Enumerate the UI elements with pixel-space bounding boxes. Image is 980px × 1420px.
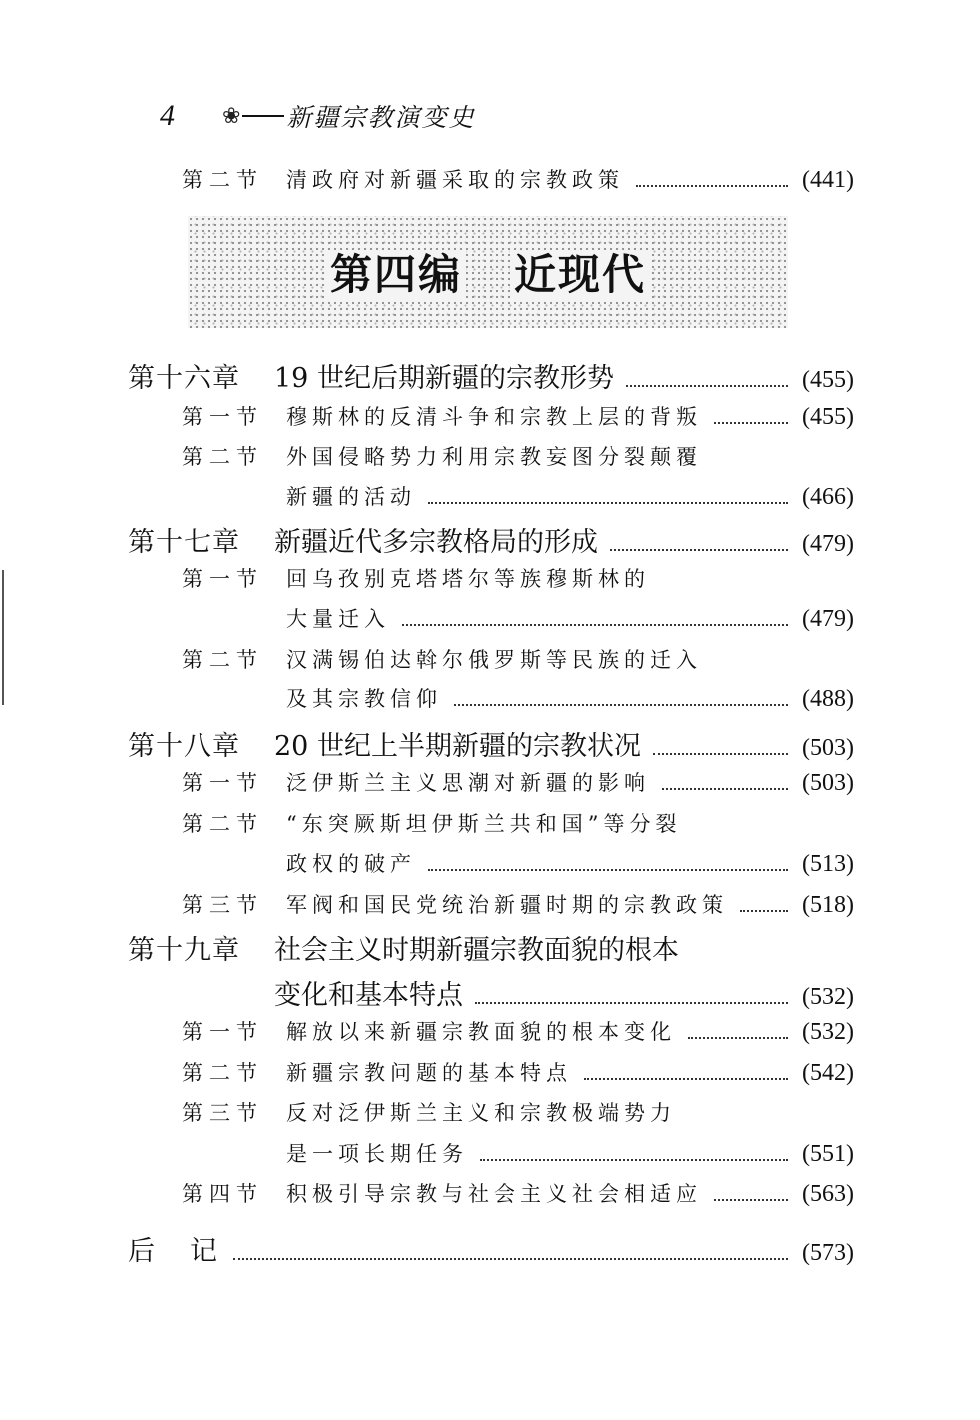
dot-leader	[428, 869, 788, 871]
page-ref: (573)	[802, 1240, 854, 1266]
section-title: 清政府对新疆采取的宗教政策	[286, 168, 624, 192]
dot-leader	[740, 910, 788, 912]
section-title-continued: 大量迁入	[286, 607, 390, 631]
section-title: 新疆宗教问题的基本特点	[286, 1061, 572, 1085]
dot-leader	[480, 1159, 788, 1161]
chapter-label: 第十七章	[128, 527, 240, 558]
toc-section-continuation	[286, 1138, 854, 1168]
part-label: 第四编	[326, 250, 466, 299]
dot-leader	[233, 1258, 788, 1260]
toc-section-continuation	[286, 848, 854, 878]
toc-section-row	[182, 1016, 854, 1046]
chapter-title: 新疆近代多宗教格局的形成	[274, 527, 598, 558]
page-ref: (479)	[802, 606, 854, 632]
page-ref: (532)	[802, 984, 854, 1010]
dot-leader	[653, 753, 788, 755]
book-title: 新疆宗教演变史	[286, 103, 476, 132]
toc-section-row	[182, 644, 854, 674]
toc-chapter-row	[128, 724, 854, 763]
toc-section-row	[182, 767, 854, 797]
page-ref: (455)	[802, 367, 854, 393]
toc-section-continuation	[286, 683, 854, 713]
page-ref: (441)	[802, 167, 854, 193]
section-title: 解放以来新疆宗教面貌的根本变化	[286, 1020, 676, 1044]
toc-chapter-row	[128, 928, 854, 967]
toc-chapter-row	[128, 520, 854, 559]
header-rule	[242, 115, 284, 117]
chapter-title: 19 世纪后期新疆的宗教形势	[274, 363, 614, 394]
page-ref: (479)	[802, 531, 854, 557]
section-label: 第三节	[182, 893, 263, 917]
section-label: 第二节	[182, 1061, 263, 1085]
dot-leader	[626, 385, 788, 387]
chapter-title: 20 世纪上半期新疆的宗教状况	[274, 731, 641, 762]
toc-section-row	[182, 1178, 854, 1208]
dot-leader	[584, 1078, 788, 1080]
dot-leader	[662, 788, 788, 790]
section-title: 回乌孜别克塔塔尔等族穆斯林的	[286, 567, 650, 591]
toc-section-continuation	[286, 481, 854, 511]
toc-chapter-continuation	[274, 973, 854, 1012]
page-ref: (503)	[802, 735, 854, 761]
page-ref: (513)	[802, 851, 854, 877]
dot-leader	[402, 624, 788, 626]
toc-chapter-row	[128, 356, 854, 395]
page-ref: (532)	[802, 1019, 854, 1045]
section-label: 第三节	[182, 1101, 263, 1125]
toc-section-row	[182, 1057, 854, 1087]
section-title-continued: 政权的破产	[286, 852, 416, 876]
chapter-label: 第十八章	[128, 731, 240, 762]
section-label: 第二节	[182, 812, 263, 836]
section-title: 汉满锡伯达斡尔俄罗斯等民族的迁入	[286, 648, 702, 672]
afterword-label: 后 记	[128, 1236, 221, 1267]
toc-section-row	[182, 563, 854, 593]
chapter-label: 第十九章	[128, 935, 240, 966]
section-title-continued: 新疆的活动	[286, 485, 416, 509]
page-ref: (551)	[802, 1141, 854, 1167]
section-title: 反对泛伊斯兰主义和宗教极端势力	[286, 1101, 676, 1125]
section-label: 第四节	[182, 1182, 263, 1206]
section-title-continued: 是一项长期任务	[286, 1142, 468, 1166]
toc-afterword-row	[128, 1229, 854, 1268]
section-title: 外国侵略势力利用宗教妄图分裂颠覆	[286, 445, 702, 469]
flower-ornament-icon: ❀	[222, 103, 241, 129]
section-title: 穆斯林的反清斗争和宗教上层的背叛	[286, 405, 702, 429]
dot-leader	[428, 502, 788, 504]
page-ref: (455)	[802, 404, 854, 430]
running-header	[160, 96, 475, 136]
toc-section-row	[182, 889, 854, 919]
dot-leader	[688, 1037, 788, 1039]
section-title: 军阀和国民党统治新疆时期的宗教政策	[286, 893, 728, 917]
page-ref: (518)	[802, 892, 854, 918]
dot-leader	[475, 1002, 788, 1004]
dot-leader	[714, 1199, 788, 1201]
section-label: 第一节	[182, 567, 263, 591]
page-number: 4	[160, 99, 175, 132]
chapter-label: 第十六章	[128, 363, 240, 394]
dot-leader	[714, 422, 788, 424]
section-label: 第一节	[182, 405, 263, 429]
section-label: 第一节	[182, 1020, 263, 1044]
toc-section-row	[182, 164, 854, 194]
dot-leader	[610, 549, 788, 551]
page-ref: (488)	[802, 686, 854, 712]
toc-section-row	[182, 1097, 854, 1127]
section-title: 泛伊斯兰主义思潮对新疆的影响	[286, 771, 650, 795]
section-label: 第一节	[182, 771, 263, 795]
toc-section-row	[182, 441, 854, 471]
section-title: 积极引导宗教与社会主义社会相适应	[286, 1182, 702, 1206]
page-ref: (466)	[802, 484, 854, 510]
section-label: 第二节	[182, 648, 263, 672]
part-title: 近现代	[510, 250, 650, 299]
dot-leader	[454, 704, 788, 706]
dot-leader	[636, 185, 788, 187]
section-label: 第二节	[182, 445, 263, 469]
chapter-title-continued: 变化和基本特点	[274, 980, 463, 1011]
section-label: 第二节	[182, 168, 263, 192]
toc-section-row	[182, 401, 854, 431]
section-title: “东突厥斯坦伊斯兰共和国”等分裂	[286, 812, 682, 836]
page-ref: (563)	[802, 1181, 854, 1207]
part-banner	[188, 216, 788, 328]
page-ref: (542)	[802, 1060, 854, 1086]
chapter-title: 社会主义时期新疆宗教面貌的根本	[274, 935, 679, 966]
toc-section-continuation	[286, 603, 854, 633]
section-title-continued: 及其宗教信仰	[286, 687, 442, 711]
page-ref: (503)	[802, 770, 854, 796]
toc-section-row	[182, 808, 854, 838]
scan-edge-line	[2, 570, 4, 705]
